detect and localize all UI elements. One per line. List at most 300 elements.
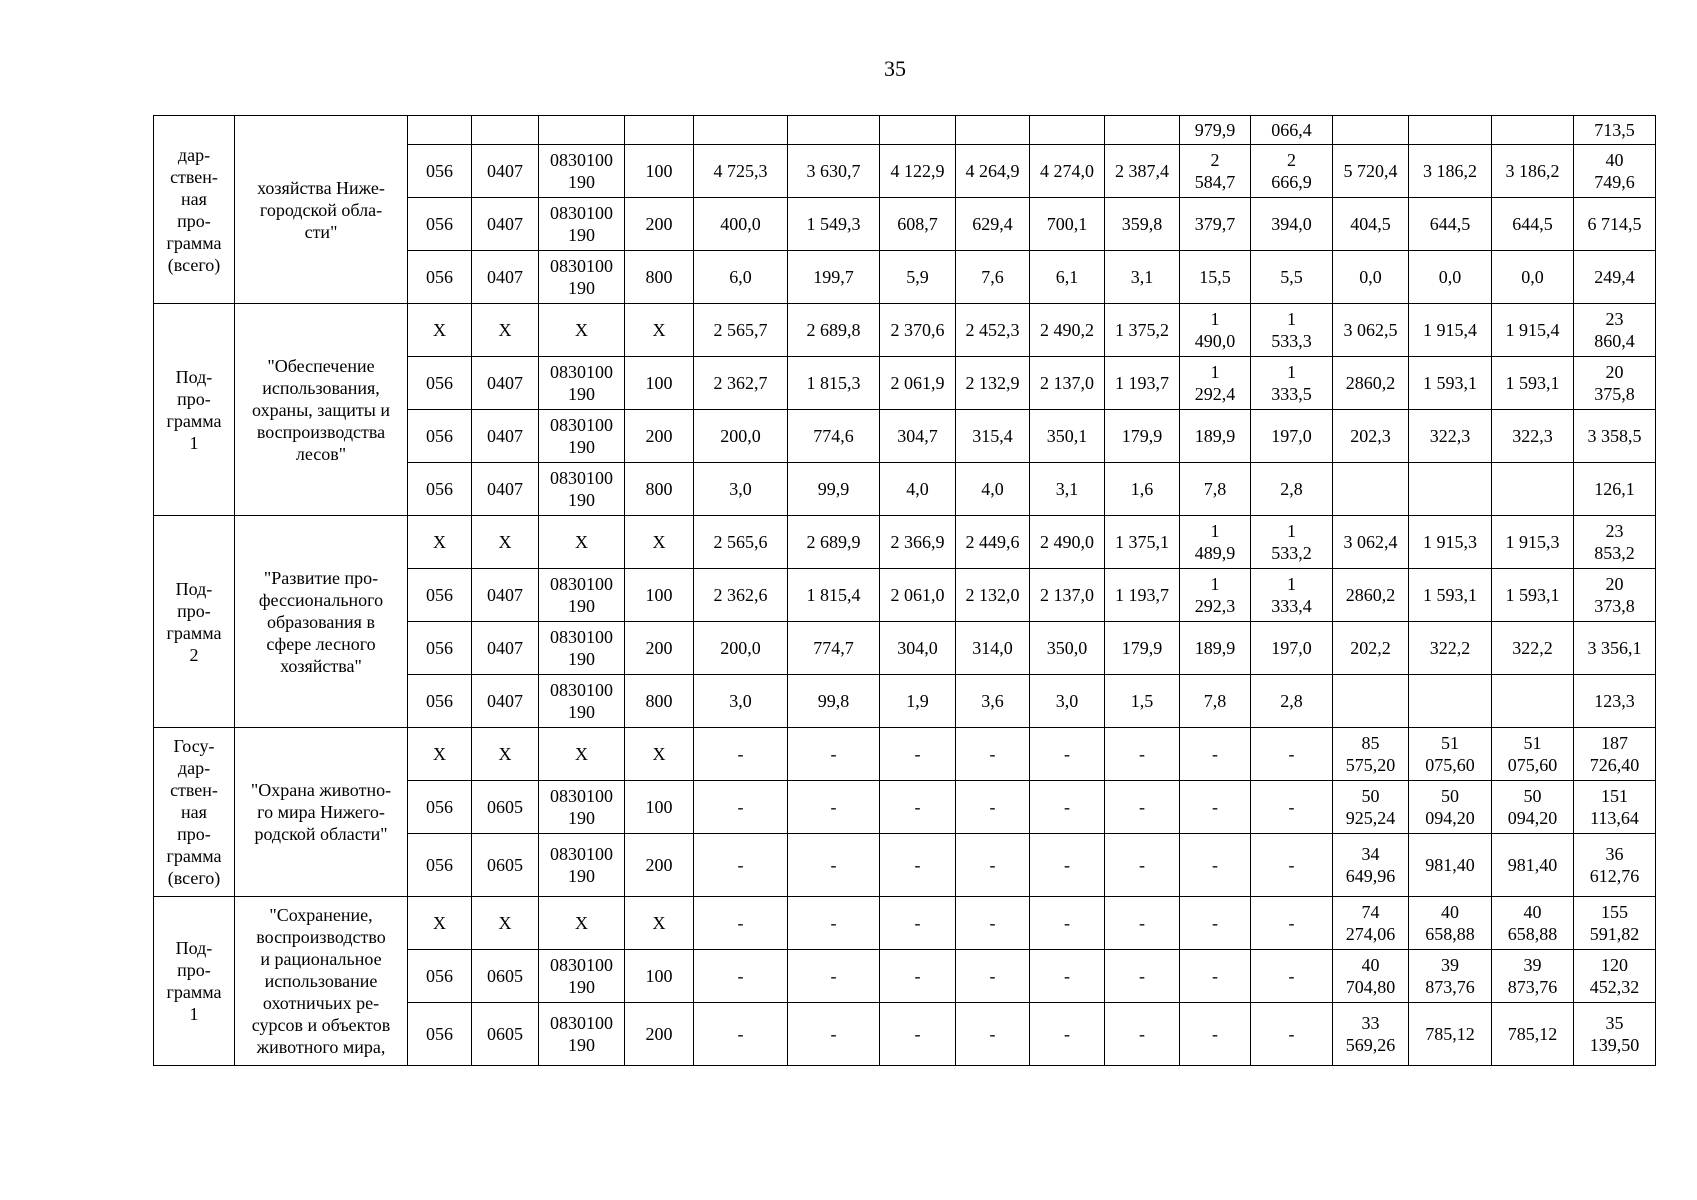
amount-cell: 33 569,26 <box>1333 1003 1409 1066</box>
amount-cell: 3 356,1 <box>1574 622 1656 675</box>
amount-cell: 322,2 <box>1409 622 1492 675</box>
amount-cell: 5,9 <box>880 251 956 304</box>
amount-cell: 066,4 <box>1251 116 1333 145</box>
classification-code-cell: 056 <box>408 1003 472 1066</box>
amount-cell <box>1333 116 1409 145</box>
amount-cell: 322,2 <box>1492 622 1574 675</box>
amount-cell: 23 860,4 <box>1574 304 1656 357</box>
amount-cell: 6,1 <box>1030 251 1105 304</box>
amount-cell: 774,6 <box>788 410 880 463</box>
amount-cell: 50 094,20 <box>1492 781 1574 834</box>
amount-cell: - <box>1180 781 1251 834</box>
program-status-cell: Под- про- грамма 1 <box>154 304 235 516</box>
amount-cell: - <box>880 1003 956 1066</box>
amount-cell: 1 815,3 <box>788 357 880 410</box>
amount-cell: 151 113,64 <box>1574 781 1656 834</box>
amount-cell: 2860,2 <box>1333 569 1409 622</box>
classification-code-cell: 100 <box>625 950 694 1003</box>
program-status-cell: Под- про- грамма 2 <box>154 516 235 728</box>
amount-cell: 644,5 <box>1409 198 1492 251</box>
amount-cell: 2 132,9 <box>956 357 1030 410</box>
amount-cell: 1 375,2 <box>1105 304 1180 357</box>
amount-cell <box>694 116 788 145</box>
amount-cell: - <box>1105 1003 1180 1066</box>
amount-cell: 2 387,4 <box>1105 145 1180 198</box>
amount-cell: - <box>1030 834 1105 897</box>
classification-code-cell: 0830100 190 <box>539 463 625 516</box>
amount-cell: 200,0 <box>694 622 788 675</box>
amount-cell: - <box>956 781 1030 834</box>
amount-cell <box>788 116 880 145</box>
classification-code-cell: 0407 <box>472 569 539 622</box>
amount-cell: - <box>1251 897 1333 950</box>
amount-cell: 1 489,9 <box>1180 516 1251 569</box>
amount-cell: 1 915,3 <box>1492 516 1574 569</box>
amount-cell: 1 533,3 <box>1251 304 1333 357</box>
amount-cell: 4,0 <box>956 463 1030 516</box>
amount-cell: 0,0 <box>1333 251 1409 304</box>
program-status-cell: Госу- дар- ствен- ная про- грамма (всего) <box>154 728 235 897</box>
amount-cell: - <box>694 834 788 897</box>
amount-cell: 2 366,9 <box>880 516 956 569</box>
amount-cell: 85 575,20 <box>1333 728 1409 781</box>
classification-code-cell: 0407 <box>472 198 539 251</box>
classification-code-cell: 056 <box>408 569 472 622</box>
amount-cell: 2 061,0 <box>880 569 956 622</box>
amount-cell: 1 333,5 <box>1251 357 1333 410</box>
amount-cell: 23 853,2 <box>1574 516 1656 569</box>
amount-cell: 5 720,4 <box>1333 145 1409 198</box>
classification-code-cell: 056 <box>408 950 472 1003</box>
amount-cell: 199,7 <box>788 251 880 304</box>
amount-cell: - <box>880 781 956 834</box>
classification-code-cell: 0407 <box>472 463 539 516</box>
classification-code-cell: 0830100 190 <box>539 410 625 463</box>
classification-code-cell: 056 <box>408 834 472 897</box>
amount-cell: 197,0 <box>1251 410 1333 463</box>
classification-code-cell: 056 <box>408 463 472 516</box>
amount-cell: 3 186,2 <box>1409 145 1492 198</box>
amount-cell: 644,5 <box>1492 198 1574 251</box>
amount-cell: 3 186,2 <box>1492 145 1574 198</box>
classification-code-cell: 0830100 190 <box>539 675 625 728</box>
classification-code-cell: 056 <box>408 251 472 304</box>
amount-cell: - <box>1105 950 1180 1003</box>
classification-code-cell: 0830100 190 <box>539 357 625 410</box>
amount-cell: 7,8 <box>1180 675 1251 728</box>
amount-cell: 1 815,4 <box>788 569 880 622</box>
amount-cell: 1 593,1 <box>1492 357 1574 410</box>
amount-cell: 74 274,06 <box>1333 897 1409 950</box>
amount-cell: 4 264,9 <box>956 145 1030 198</box>
program-name-cell: "Сохранение, воспроизводство и рациональное использование охотничьих ре- сурсов и объектов животного мира, <box>235 897 408 1066</box>
amount-cell: - <box>1030 728 1105 781</box>
classification-code-cell: X <box>625 304 694 357</box>
amount-cell: 785,12 <box>1492 1003 1574 1066</box>
amount-cell: - <box>1030 897 1105 950</box>
amount-cell <box>1409 116 1492 145</box>
amount-cell: - <box>956 1003 1030 1066</box>
amount-cell: 4 122,9 <box>880 145 956 198</box>
amount-cell: - <box>956 950 1030 1003</box>
amount-cell: - <box>694 1003 788 1066</box>
classification-code-cell: X <box>625 897 694 950</box>
amount-cell <box>1105 116 1180 145</box>
amount-cell: 314,0 <box>956 622 1030 675</box>
amount-cell: 400,0 <box>694 198 788 251</box>
amount-cell: - <box>1105 728 1180 781</box>
amount-cell: - <box>1105 897 1180 950</box>
program-name-cell: "Охрана животно- го мира Нижего- родской области" <box>235 728 408 897</box>
amount-cell: 2 370,6 <box>880 304 956 357</box>
amount-cell: - <box>1180 728 1251 781</box>
amount-cell: - <box>788 781 880 834</box>
amount-cell: 179,9 <box>1105 410 1180 463</box>
amount-cell <box>1333 675 1409 728</box>
amount-cell: - <box>694 897 788 950</box>
amount-cell: 379,7 <box>1180 198 1251 251</box>
classification-code-cell <box>539 116 625 145</box>
amount-cell: 2 689,9 <box>788 516 880 569</box>
amount-cell: 1 915,4 <box>1492 304 1574 357</box>
classification-code-cell: 0407 <box>472 675 539 728</box>
classification-code-cell: 0605 <box>472 781 539 834</box>
amount-cell: 51 075,60 <box>1492 728 1574 781</box>
amount-cell: 774,7 <box>788 622 880 675</box>
classification-code-cell: 0407 <box>472 357 539 410</box>
amount-cell: 350,0 <box>1030 622 1105 675</box>
amount-cell: 1 593,1 <box>1409 357 1492 410</box>
amount-cell: 202,3 <box>1333 410 1409 463</box>
amount-cell: 981,40 <box>1409 834 1492 897</box>
classification-code-cell: 0605 <box>472 1003 539 1066</box>
classification-code-cell: 0407 <box>472 410 539 463</box>
amount-cell: - <box>694 950 788 1003</box>
amount-cell: 1 549,3 <box>788 198 880 251</box>
classification-code-cell: 800 <box>625 463 694 516</box>
classification-code-cell: 800 <box>625 675 694 728</box>
classification-code-cell: 0830100 190 <box>539 569 625 622</box>
classification-code-cell <box>625 116 694 145</box>
amount-cell: 1 193,7 <box>1105 357 1180 410</box>
amount-cell: 2 061,9 <box>880 357 956 410</box>
classification-code-cell: 100 <box>625 781 694 834</box>
amount-cell: 315,4 <box>956 410 1030 463</box>
classification-code-cell: 0830100 190 <box>539 834 625 897</box>
amount-cell: 2,8 <box>1251 675 1333 728</box>
amount-cell: 2 565,7 <box>694 304 788 357</box>
amount-cell: 126,1 <box>1574 463 1656 516</box>
classification-code-cell: X <box>408 304 472 357</box>
amount-cell: 3,6 <box>956 675 1030 728</box>
amount-cell: 35 139,50 <box>1574 1003 1656 1066</box>
program-status-cell: дар- ствен- ная про- грамма (всего) <box>154 116 235 304</box>
classification-code-cell: X <box>472 304 539 357</box>
amount-cell: - <box>956 834 1030 897</box>
amount-cell <box>880 116 956 145</box>
classification-code-cell: 056 <box>408 675 472 728</box>
amount-cell: 1 915,4 <box>1409 304 1492 357</box>
amount-cell: 1 292,4 <box>1180 357 1251 410</box>
amount-cell: 2 452,3 <box>956 304 1030 357</box>
amount-cell: 2 565,6 <box>694 516 788 569</box>
amount-cell: 3 358,5 <box>1574 410 1656 463</box>
amount-cell <box>1333 463 1409 516</box>
amount-cell: 4 725,3 <box>694 145 788 198</box>
classification-code-cell: 0830100 190 <box>539 1003 625 1066</box>
amount-cell <box>1492 463 1574 516</box>
amount-cell: 1,5 <box>1105 675 1180 728</box>
amount-cell <box>1409 675 1492 728</box>
amount-cell: 322,3 <box>1492 410 1574 463</box>
page-number: 35 <box>884 56 906 81</box>
amount-cell: 5,5 <box>1251 251 1333 304</box>
amount-cell: 197,0 <box>1251 622 1333 675</box>
classification-code-cell: 0830100 190 <box>539 950 625 1003</box>
classification-code-cell: X <box>539 304 625 357</box>
amount-cell: 1 292,3 <box>1180 569 1251 622</box>
table-row <box>154 516 1656 569</box>
classification-code-cell: 200 <box>625 1003 694 1066</box>
classification-code-cell: X <box>625 728 694 781</box>
amount-cell: 1 593,1 <box>1409 569 1492 622</box>
amount-cell: - <box>1030 781 1105 834</box>
amount-cell: 6,0 <box>694 251 788 304</box>
classification-code-cell: X <box>408 728 472 781</box>
amount-cell: 7,6 <box>956 251 1030 304</box>
classification-code-cell: X <box>539 728 625 781</box>
program-name-cell: хозяйства Ниже- городской обла- сти" <box>235 116 408 304</box>
amount-cell: 51 075,60 <box>1409 728 1492 781</box>
amount-cell: 2860,2 <box>1333 357 1409 410</box>
amount-cell: 155 591,82 <box>1574 897 1656 950</box>
classification-code-cell: 100 <box>625 357 694 410</box>
amount-cell: 304,0 <box>880 622 956 675</box>
amount-cell: - <box>1251 1003 1333 1066</box>
classification-code-cell: X <box>472 897 539 950</box>
amount-cell: - <box>1251 950 1333 1003</box>
table-row <box>154 304 1656 357</box>
classification-code-cell <box>408 116 472 145</box>
amount-cell: 2 137,0 <box>1030 357 1105 410</box>
classification-code-cell: 800 <box>625 251 694 304</box>
amount-cell: 608,7 <box>880 198 956 251</box>
budget-table <box>153 115 1656 1066</box>
amount-cell: 40 704,80 <box>1333 950 1409 1003</box>
classification-code-cell: 0605 <box>472 834 539 897</box>
amount-cell: 1 490,0 <box>1180 304 1251 357</box>
amount-cell: 2 449,6 <box>956 516 1030 569</box>
amount-cell: 34 649,96 <box>1333 834 1409 897</box>
amount-cell: - <box>880 728 956 781</box>
amount-cell: 3 630,7 <box>788 145 880 198</box>
classification-code-cell: X <box>539 516 625 569</box>
amount-cell: 2 362,7 <box>694 357 788 410</box>
classification-code-cell: 056 <box>408 357 472 410</box>
amount-cell: 189,9 <box>1180 622 1251 675</box>
amount-cell: - <box>1180 950 1251 1003</box>
classification-code-cell: 100 <box>625 145 694 198</box>
amount-cell: 2 689,8 <box>788 304 880 357</box>
classification-code-cell: 0407 <box>472 622 539 675</box>
program-status-cell: Под- про- грамма 1 <box>154 897 235 1066</box>
amount-cell: 2 137,0 <box>1030 569 1105 622</box>
classification-code-cell: 056 <box>408 145 472 198</box>
amount-cell: - <box>788 1003 880 1066</box>
amount-cell: 1 915,3 <box>1409 516 1492 569</box>
amount-cell: - <box>1251 728 1333 781</box>
amount-cell: 189,9 <box>1180 410 1251 463</box>
amount-cell: 304,7 <box>880 410 956 463</box>
classification-code-cell: 0830100 190 <box>539 251 625 304</box>
amount-cell: 1 593,1 <box>1492 569 1574 622</box>
classification-code-cell: 056 <box>408 622 472 675</box>
classification-code-cell: 100 <box>625 569 694 622</box>
amount-cell: - <box>1105 834 1180 897</box>
amount-cell: 179,9 <box>1105 622 1180 675</box>
amount-cell: 50 094,20 <box>1409 781 1492 834</box>
amount-cell: 123,3 <box>1574 675 1656 728</box>
amount-cell: 99,8 <box>788 675 880 728</box>
amount-cell: 249,4 <box>1574 251 1656 304</box>
amount-cell: 99,9 <box>788 463 880 516</box>
amount-cell: 3 062,5 <box>1333 304 1409 357</box>
amount-cell: 2,8 <box>1251 463 1333 516</box>
amount-cell: 0,0 <box>1409 251 1492 304</box>
amount-cell <box>1030 116 1105 145</box>
amount-cell: 404,5 <box>1333 198 1409 251</box>
amount-cell <box>956 116 1030 145</box>
classification-code-cell <box>472 116 539 145</box>
classification-code-cell: 0830100 190 <box>539 781 625 834</box>
amount-cell <box>1492 116 1574 145</box>
classification-code-cell: 056 <box>408 198 472 251</box>
amount-cell: 322,3 <box>1409 410 1492 463</box>
amount-cell: - <box>1030 950 1105 1003</box>
amount-cell: - <box>1180 897 1251 950</box>
amount-cell: 202,2 <box>1333 622 1409 675</box>
amount-cell: - <box>694 781 788 834</box>
amount-cell: - <box>956 897 1030 950</box>
classification-code-cell: X <box>472 516 539 569</box>
amount-cell: 7,8 <box>1180 463 1251 516</box>
amount-cell: 350,1 <box>1030 410 1105 463</box>
amount-cell: 2 132,0 <box>956 569 1030 622</box>
classification-code-cell: 200 <box>625 834 694 897</box>
program-name-cell: "Обеспечение использования, охраны, защиты и воспроизводства лесов" <box>235 304 408 516</box>
classification-code-cell: 0830100 190 <box>539 145 625 198</box>
table-row <box>154 116 1656 145</box>
amount-cell: 3,0 <box>694 463 788 516</box>
classification-code-cell: X <box>472 728 539 781</box>
amount-cell: 3,0 <box>694 675 788 728</box>
amount-cell: - <box>1180 834 1251 897</box>
amount-cell: 785,12 <box>1409 1003 1492 1066</box>
program-name-cell: "Развитие про- фессионального образования в сфере лесного хозяйства" <box>235 516 408 728</box>
amount-cell: 120 452,32 <box>1574 950 1656 1003</box>
amount-cell: - <box>1251 781 1333 834</box>
amount-cell: - <box>788 950 880 1003</box>
classification-code-cell: X <box>408 897 472 950</box>
classification-code-cell: 200 <box>625 410 694 463</box>
amount-cell: - <box>1030 1003 1105 1066</box>
amount-cell: 20 373,8 <box>1574 569 1656 622</box>
amount-cell: 1,9 <box>880 675 956 728</box>
amount-cell: 39 873,76 <box>1492 950 1574 1003</box>
classification-code-cell: 056 <box>408 781 472 834</box>
amount-cell: - <box>1251 834 1333 897</box>
amount-cell: - <box>956 728 1030 781</box>
classification-code-cell: X <box>408 516 472 569</box>
amount-cell: 40 658,88 <box>1492 897 1574 950</box>
classification-code-cell: 0830100 190 <box>539 622 625 675</box>
amount-cell: - <box>694 728 788 781</box>
classification-code-cell: 056 <box>408 410 472 463</box>
amount-cell: 36 612,76 <box>1574 834 1656 897</box>
amount-cell: 3 062,4 <box>1333 516 1409 569</box>
classification-code-cell: 200 <box>625 198 694 251</box>
table-body <box>154 116 1656 1066</box>
table-row <box>154 897 1656 950</box>
amount-cell: 2 490,0 <box>1030 516 1105 569</box>
amount-cell: 39 873,76 <box>1409 950 1492 1003</box>
classification-code-cell: 0407 <box>472 145 539 198</box>
amount-cell <box>1492 675 1574 728</box>
amount-cell: 1 533,2 <box>1251 516 1333 569</box>
classification-code-cell: 0830100 190 <box>539 198 625 251</box>
amount-cell: 981,40 <box>1492 834 1574 897</box>
amount-cell: 2 490,2 <box>1030 304 1105 357</box>
amount-cell <box>1409 463 1492 516</box>
amount-cell: 3,1 <box>1030 463 1105 516</box>
amount-cell: - <box>1105 781 1180 834</box>
amount-cell: 1 193,7 <box>1105 569 1180 622</box>
classification-code-cell: 200 <box>625 622 694 675</box>
amount-cell: 0,0 <box>1492 251 1574 304</box>
classification-code-cell: 0605 <box>472 950 539 1003</box>
amount-cell: 50 925,24 <box>1333 781 1409 834</box>
classification-code-cell: X <box>539 897 625 950</box>
amount-cell: 713,5 <box>1574 116 1656 145</box>
amount-cell: 1 333,4 <box>1251 569 1333 622</box>
amount-cell: 394,0 <box>1251 198 1333 251</box>
amount-cell: 1,6 <box>1105 463 1180 516</box>
amount-cell: - <box>880 950 956 1003</box>
amount-cell: 187 726,40 <box>1574 728 1656 781</box>
classification-code-cell: 0407 <box>472 251 539 304</box>
amount-cell: 2 584,7 <box>1180 145 1251 198</box>
amount-cell: - <box>788 897 880 950</box>
amount-cell: 200,0 <box>694 410 788 463</box>
amount-cell: 2 666,9 <box>1251 145 1333 198</box>
amount-cell: 979,9 <box>1180 116 1251 145</box>
amount-cell: 3,0 <box>1030 675 1105 728</box>
amount-cell: 1 375,1 <box>1105 516 1180 569</box>
amount-cell: 2 362,6 <box>694 569 788 622</box>
table-row <box>154 728 1656 781</box>
amount-cell: 15,5 <box>1180 251 1251 304</box>
amount-cell: 3,1 <box>1105 251 1180 304</box>
amount-cell: 6 714,5 <box>1574 198 1656 251</box>
amount-cell: 700,1 <box>1030 198 1105 251</box>
amount-cell: 4 274,0 <box>1030 145 1105 198</box>
amount-cell: - <box>1180 1003 1251 1066</box>
amount-cell: - <box>880 897 956 950</box>
classification-code-cell: X <box>625 516 694 569</box>
amount-cell: - <box>788 728 880 781</box>
amount-cell: - <box>880 834 956 897</box>
amount-cell: - <box>788 834 880 897</box>
